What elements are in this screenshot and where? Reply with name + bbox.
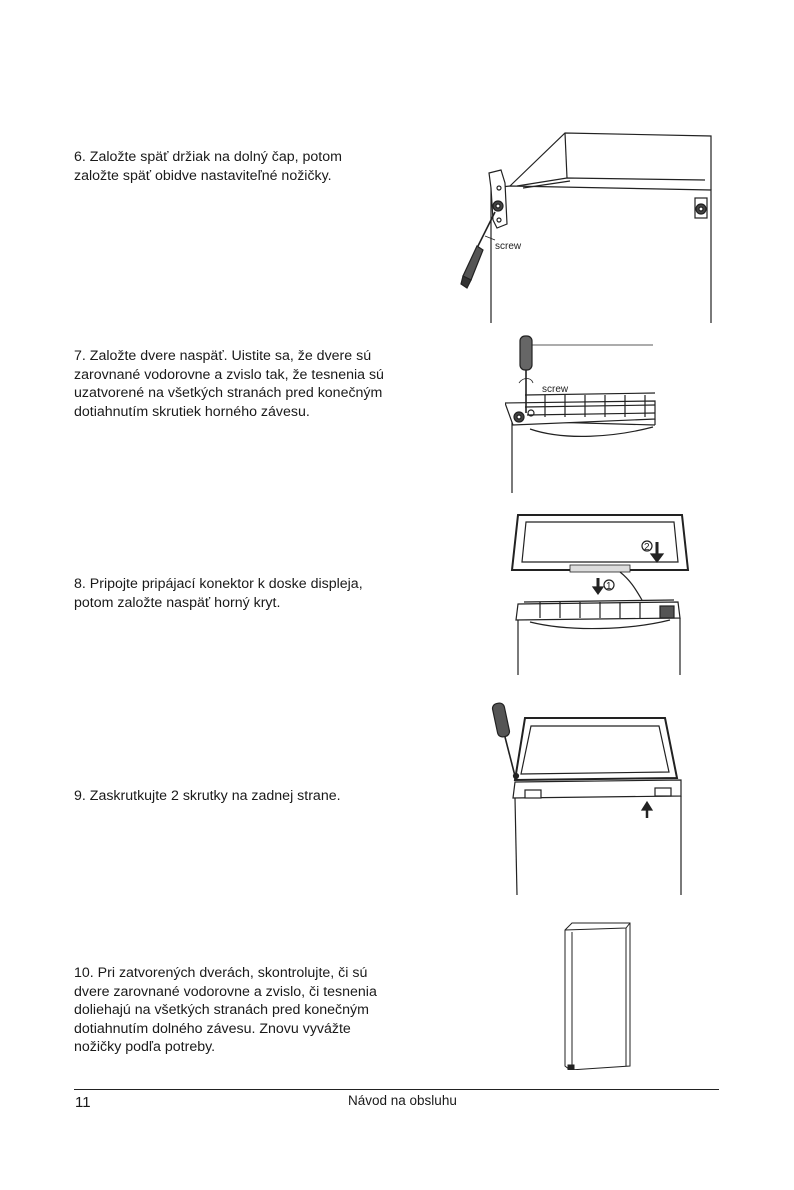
figure-step-9: [485, 700, 695, 895]
figure-step-7: [505, 333, 715, 493]
step-10-text: 10. Pri zatvorených dverách, skontrolujte, či sú dvere zarovnané vodorovne a zvislo, či tesnenia doliehajú na všetkých stranách pred konečným dotiahnutím dolného závesu. Znovu vyvážte nožičky podľa potreby.: [74, 965, 377, 1056]
footer-title: Návod na obsluhu: [348, 1093, 457, 1108]
figure-step-8: [510, 510, 695, 675]
fig7-screw-label: screw: [542, 384, 569, 395]
step-8-text: 8. Pripojte pripájací konektor k doske displeja, potom založte naspäť horný kryt.: [74, 576, 363, 611]
figure-step-10: [560, 920, 640, 1070]
figure-step-6: [455, 128, 725, 323]
page-number: 11: [75, 1094, 91, 1111]
fig8-marker-2: 2: [644, 542, 650, 553]
step-7-text: 7. Založte dvere naspäť. Uistite sa, že dvere sú zarovnané vodorovne a zvislo tak, že tesnenia sú uzatvorené na všetkých stranách pred konečným dotiahnutím skrutiek horného závesu.: [74, 348, 384, 420]
footer-divider: [74, 1089, 719, 1090]
step-9-text: 9. Zaskrutkujte 2 skrutky na zadnej strane.: [74, 788, 341, 804]
step-6-text: 6. Založte späť držiak na dolný čap, potom založte späť obidve nastaviteľné nožičky.: [74, 149, 342, 184]
fig6-screw-label: screw: [495, 241, 522, 252]
fig8-marker-1: 1: [606, 581, 612, 592]
